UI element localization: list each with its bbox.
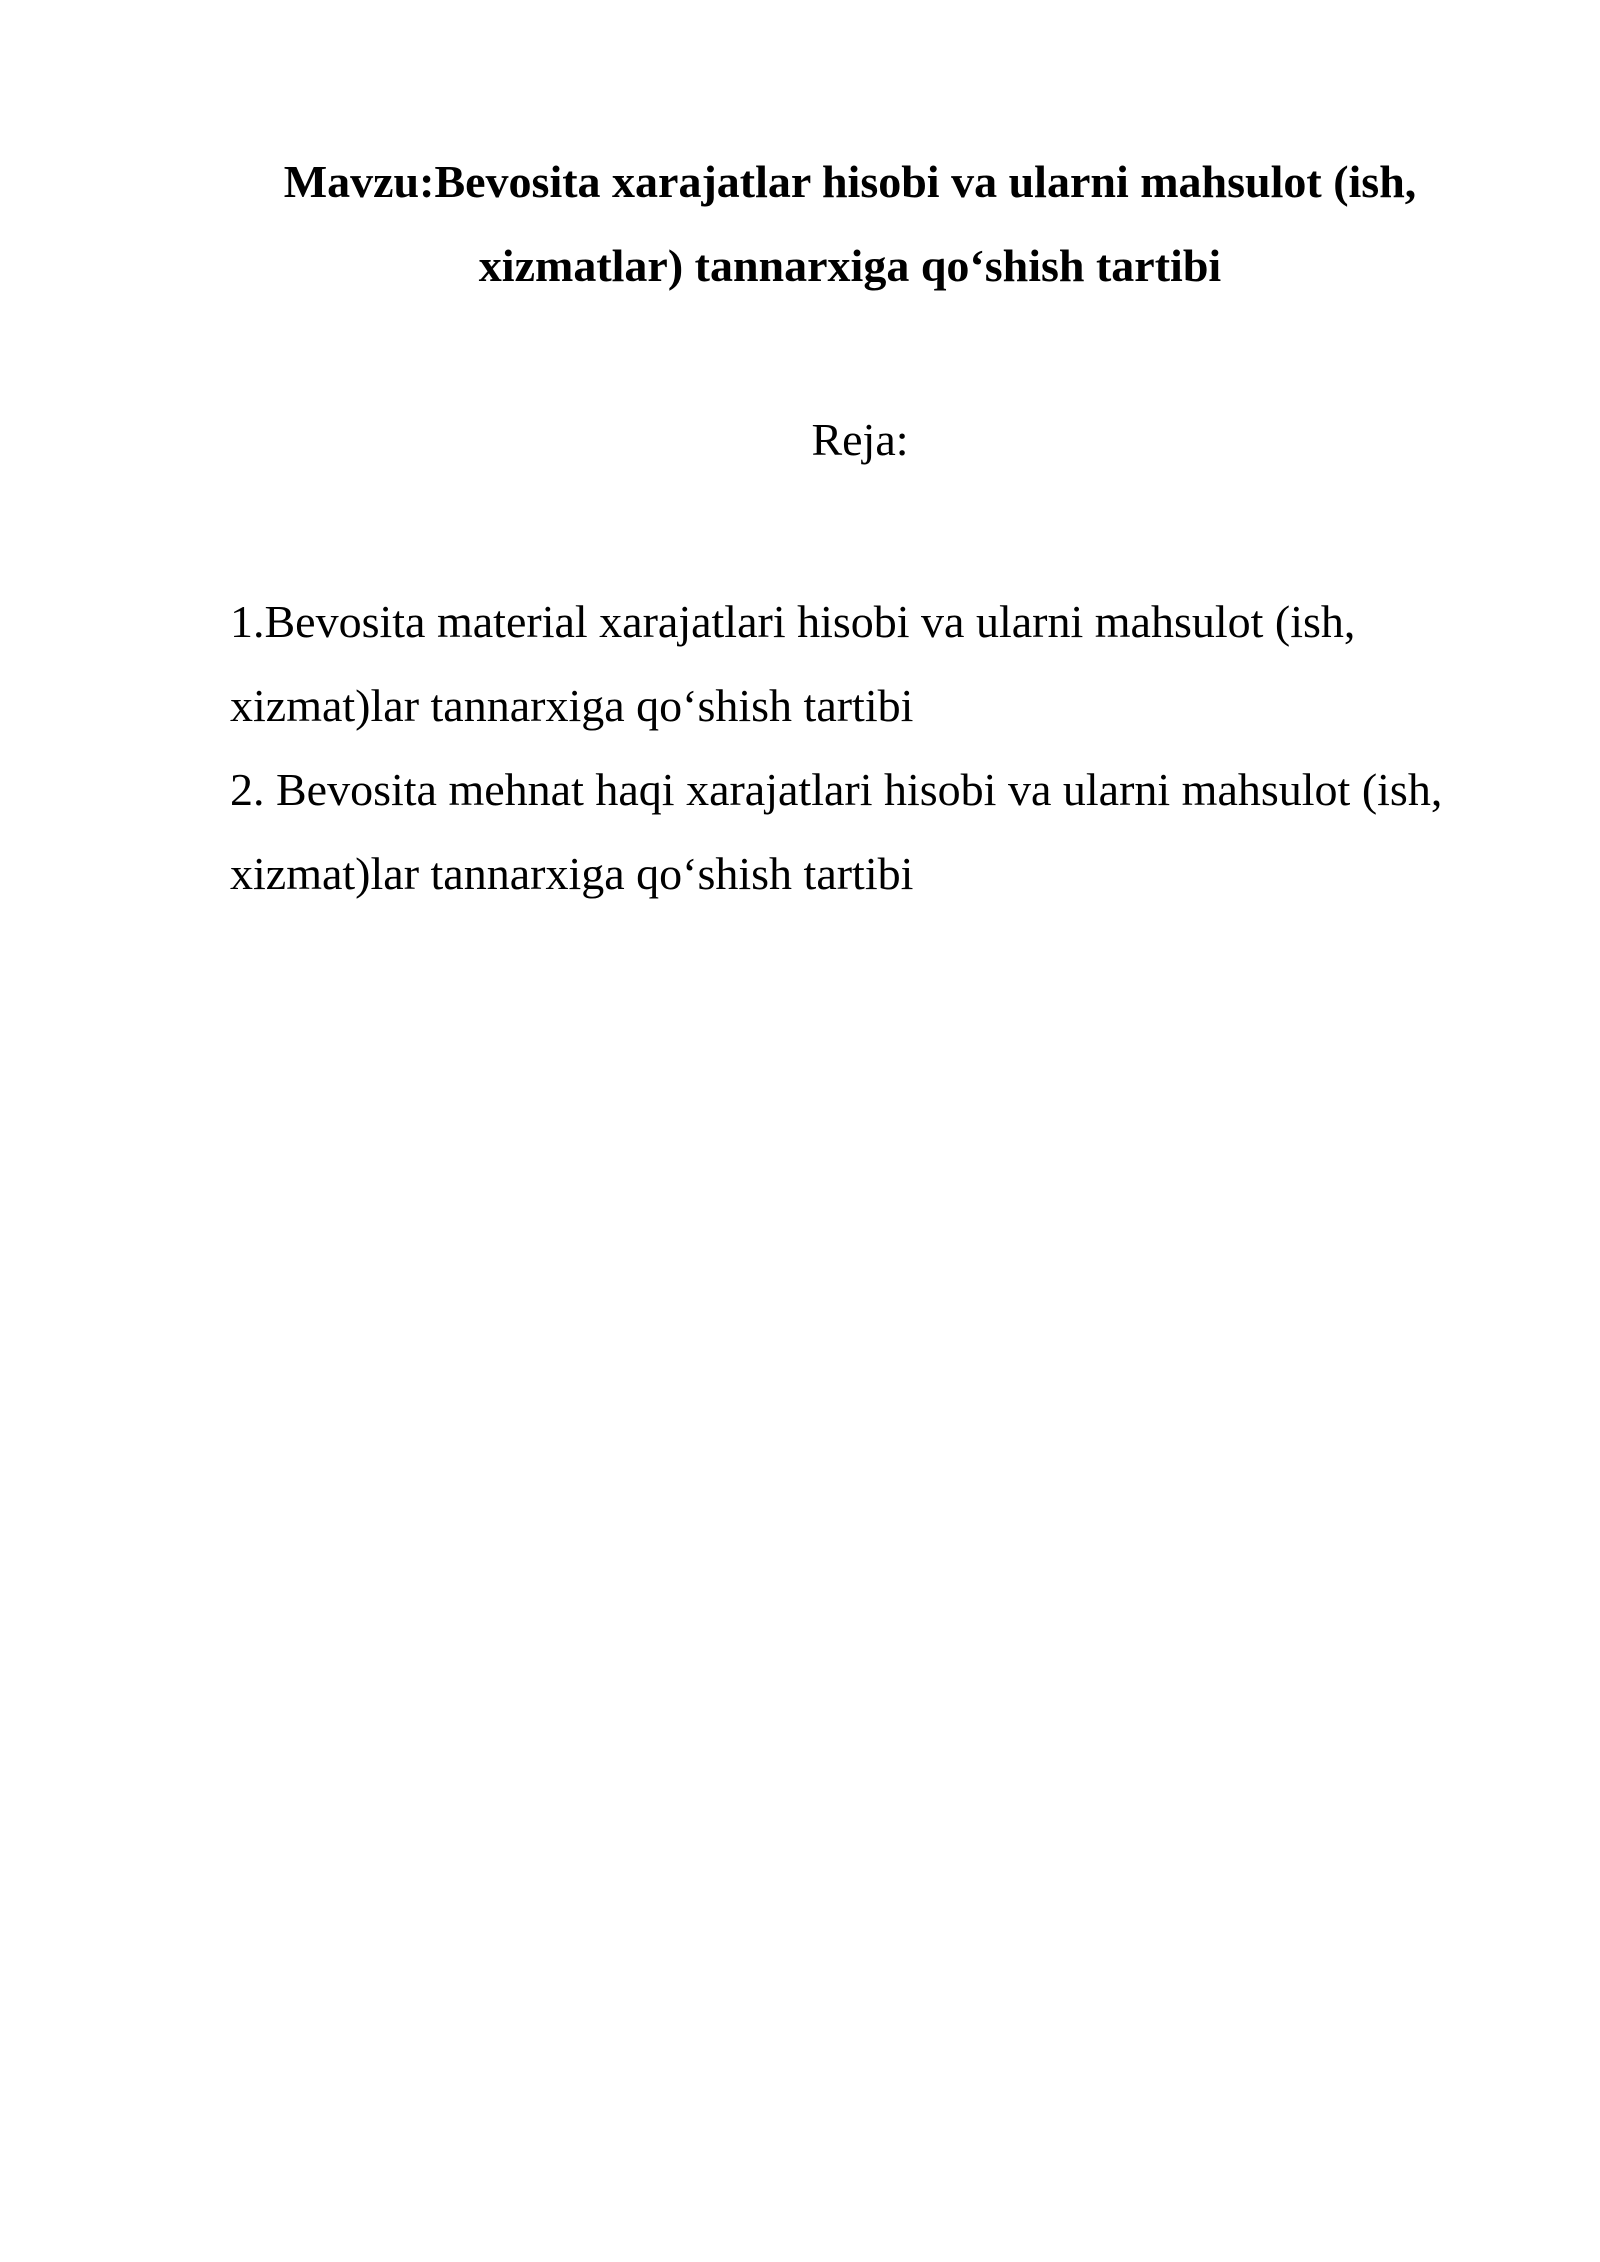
plan-heading: Reja: [811,414,909,465]
plan-item-1: 1.Bevosita material xarajatlari hisobi va ularni mahsulot (ish, xizmat)lar tannarxiga qo‘shish tartibi [230,596,1356,731]
document-title: Mavzu:Bevosita xarajatlar hisobi va ularni mahsulot (ish, xizmatlar) tannarxiga qo‘shish tartibi [283,156,1417,291]
plan-list [230,580,1450,916]
plan-item-2: 2. Bevosita mehnat haqi xarajatlari hisobi va ularni mahsulot (ish, xizmat)lar tannarxiga qo‘shish tartibi [230,764,1443,899]
